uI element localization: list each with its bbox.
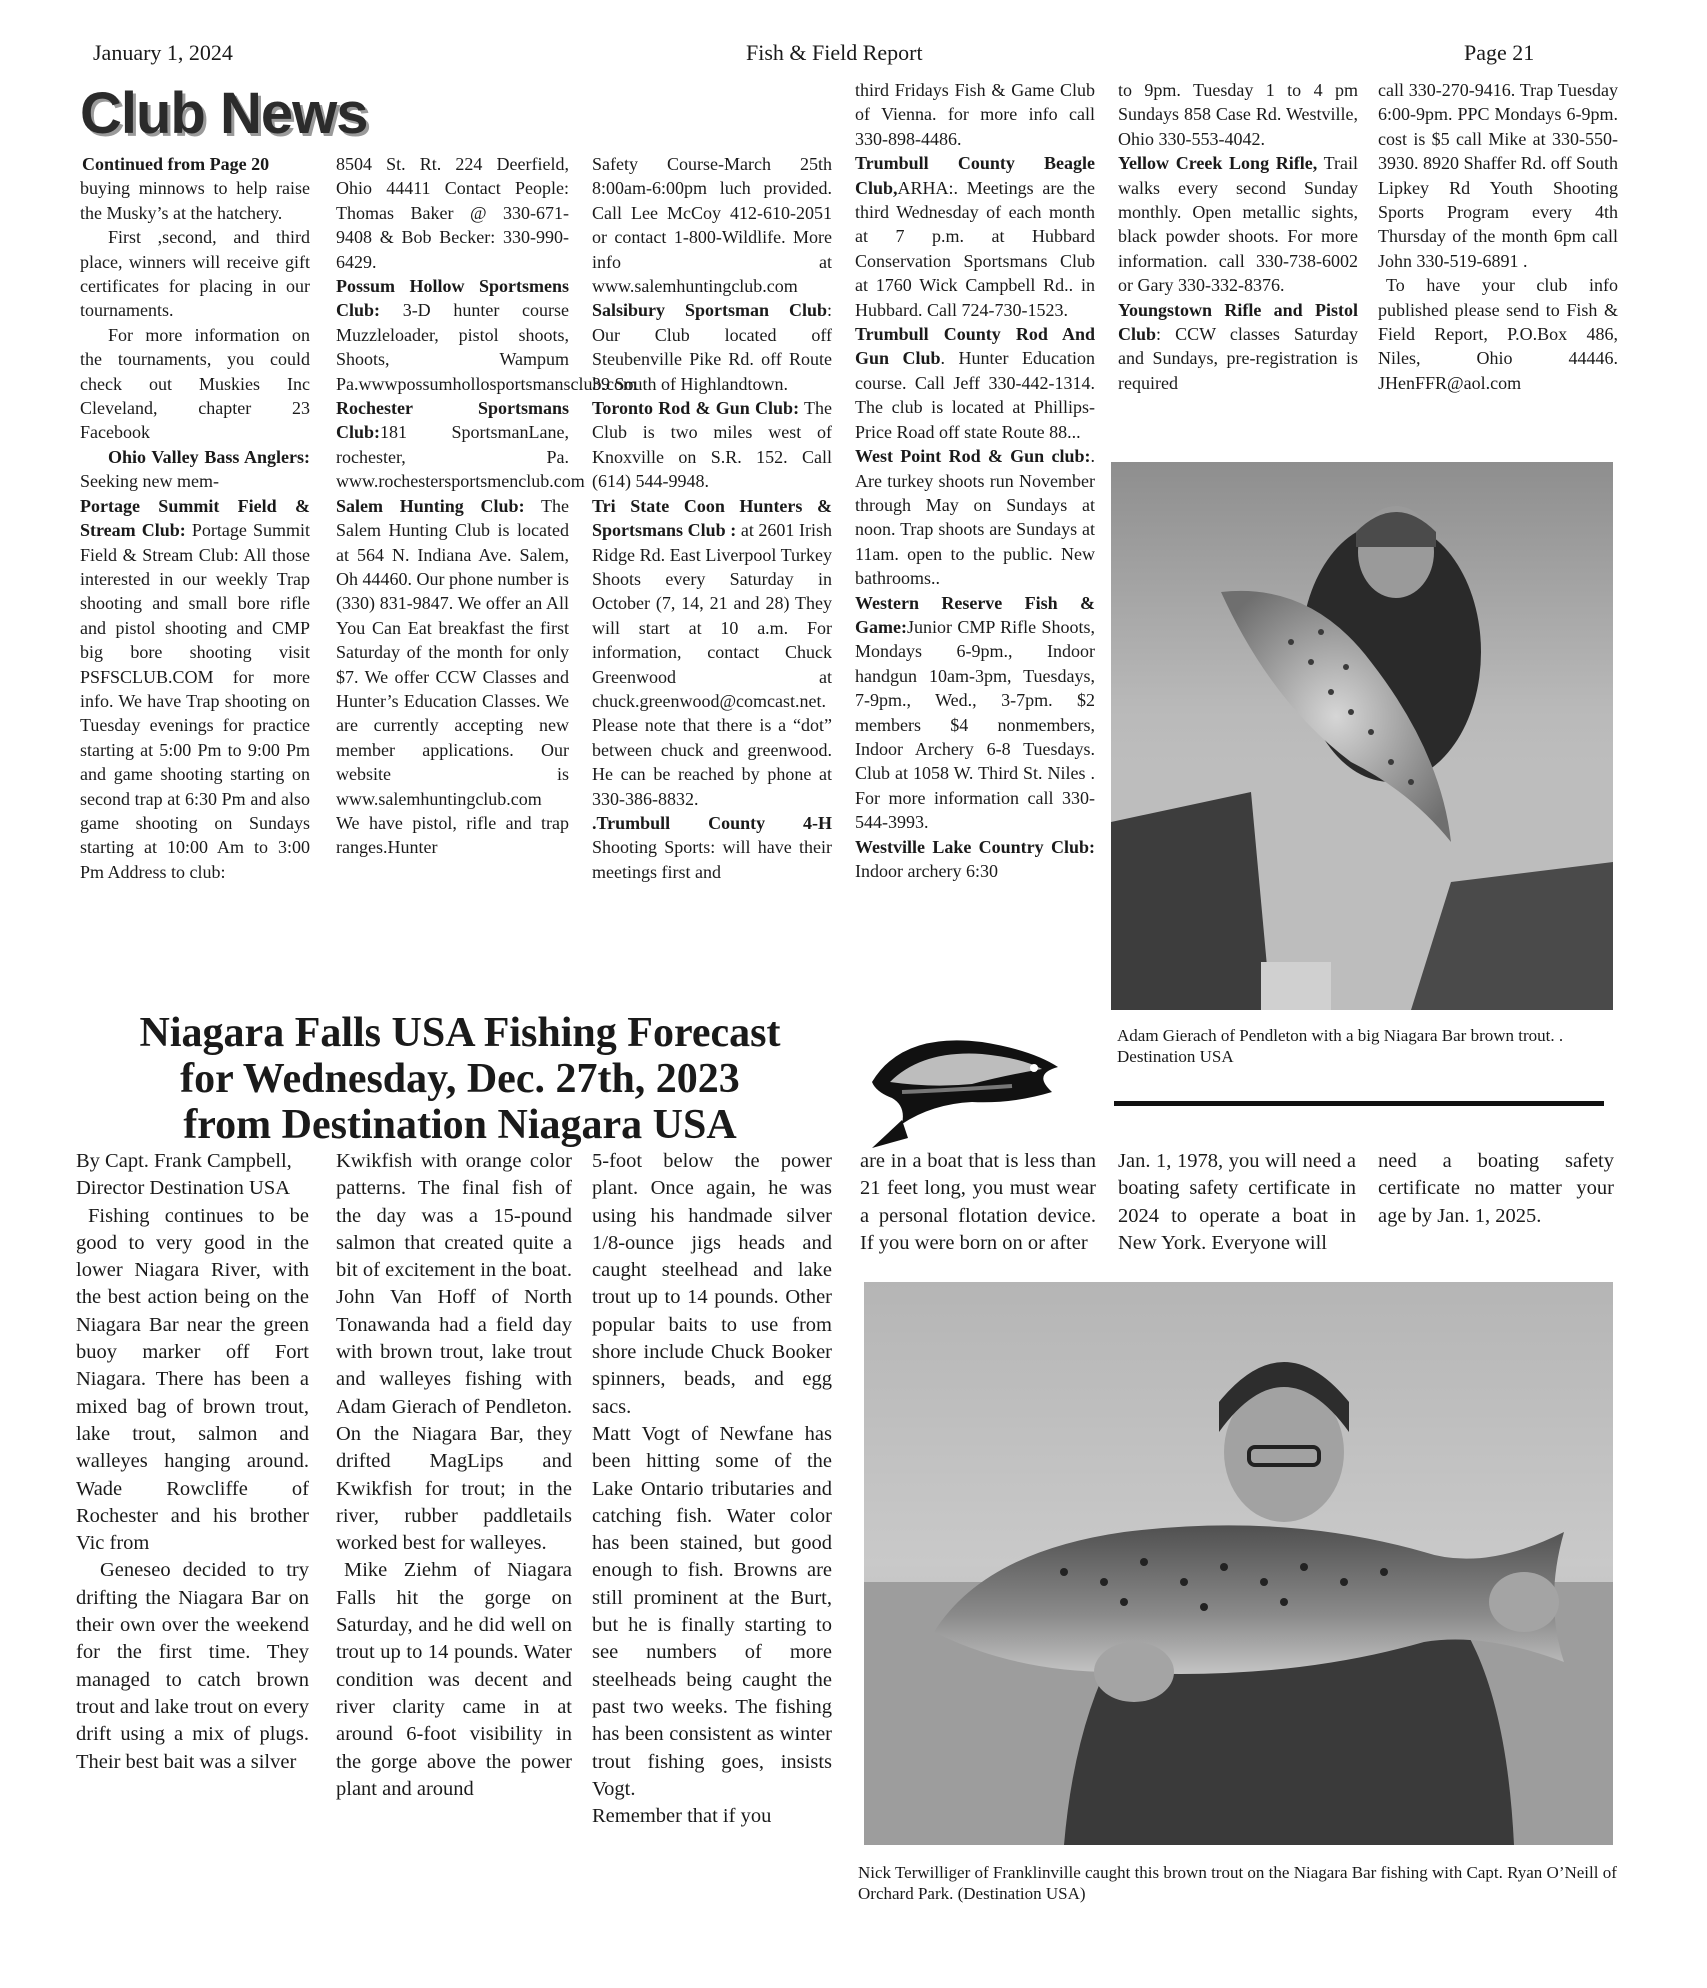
article-column-5	[1118, 1148, 1356, 1257]
article-column-1	[76, 1148, 309, 1776]
club-name: Western Reserve Fish & Game:	[855, 592, 1095, 637]
article-column-6	[1378, 1148, 1614, 1230]
club-text: Indoor archery 6:30	[855, 861, 998, 881]
club-text: : CCW classes Saturday and Sundays, pre-registration is required	[1118, 324, 1358, 393]
club-name: Salem Hunting Club:	[336, 495, 525, 516]
divider	[1114, 1101, 1604, 1106]
paragraph: 8504 St. Rt. 224 Deerfield, Ohio 44411 Contact People: Thomas Baker @ 330-671-9408 & Bob Becker: 330-990-6429.	[336, 154, 569, 272]
club-text: Junior CMP Rifle Shoots, Mondays 6-9pm., Indoor handgun 10am-3pm, Tuesdays, 7-9pm., Wed., 3-7pm. $2 members $4 nonmembers, Indoor Archery 6-8 Tuesdays. Club at 1058 W. Third St. Niles . For more information call 330-544-3993.	[855, 616, 1095, 833]
photo-image	[864, 1282, 1613, 1845]
club-name: Trumbull County Rod And Gun Club	[855, 324, 1095, 369]
paragraph: are in a boat that is less than 21 feet long, you must wear a personal flotation device. If you were born on or after	[860, 1150, 1096, 1254]
paragraph: need a boating safety certificate no matter your age by Jan. 1, 2025.	[1378, 1150, 1614, 1227]
headline-line: from Destination Niagara USA	[183, 1102, 737, 1148]
club-text: Shooting Sports: will have their meetings first and	[592, 837, 832, 882]
paragraph: Fishing continues to be good to very good in the lower Niagara River, with the best action being on the Niagara Bar near the green buoy marker off Fort Niagara. There has been a mixed bag of brown trout, lake trout, salmon and walleyes hanging around. Wade Rowcliffe of Rochester and his brother Vic from	[76, 1204, 309, 1555]
club-text: Portage Summit Field & Stream Club: All those interested in our weekly Trap shooting and small bore rifle and pistol shooting and CMP big bore shooting visit PSFSCLUB.COM for more info. We have Trap shooting on Tuesday evenings for practice starting at 5:00 Pm to 9:00 Pm and game shooting starting on second trap at 6:30 Pm and also game shooting on Sundays starting at 10:00 Am to 3:00 Pm Address to club:	[80, 520, 310, 882]
photo-caption: Adam Gierach of Pendleton with a big Niagara Bar brown trout. . Destination USA	[1117, 1026, 1564, 1066]
club-name: Portage Summit Field & Stream Club:	[80, 495, 310, 541]
paragraph: Remember that if you	[592, 1805, 772, 1828]
photo-adam-gierach	[1111, 462, 1613, 1010]
club-name: Rochester Sportsmans Club:	[336, 398, 569, 443]
paragraph: 5-foot below the power plant. Once again, he was using his handmade silver 1/8-ounce jigs heads and caught steelhead and lake trout up to 14 pounds. Other popular baits to use from shore include Chuck Booker spinners, beads, and egg sacs.	[592, 1150, 832, 1418]
club-name: Ohio Valley Bass Anglers:	[108, 446, 310, 467]
paragraph: For more information on the tournaments, you could check out Muskies Inc Cleveland, chapter 23 Facebook	[80, 324, 310, 443]
club-text: ARHA:. Meetings are the third Wednesday of each month at 7 p.m. at Hubbard Conservation Sportsmans Club at 1760 Wick Campbell Rd.. in Hubbard. Call 724-730-1523.	[855, 177, 1095, 320]
club-name: Yellow Creek Long Rifle,	[1118, 153, 1318, 174]
leaping-fish-icon	[862, 1012, 1068, 1152]
paragraph: to 9pm. Tuesday 1 to 4 pm Sundays 858 Case Rd. Westville, Ohio 330-553-4042.	[1118, 80, 1358, 149]
club-news-column-6	[1378, 78, 1618, 395]
photo-caption: Nick Terwilliger of Franklinville caught this brown trout on the Niagara Bar fishing with Capt. Ryan O’Neill of Orchard Park. (Destination USA)	[858, 1863, 1617, 1903]
club-text: . Are turkey shoots run November through May on Sundays at noon. Trap shoots are Sundays at 11am. open to the public. New bathrooms..	[855, 446, 1095, 589]
club-text: The Club is two miles west of Knoxville on S.R. 152. Call (614) 544-9948.	[592, 398, 832, 492]
club-text: The Salem Hunting Club is located at 564 N. Indiana Ave. Salem, Oh 44460. Our phone number is (330) 831-9847. We offer an All You Can Eat breakfast the first Saturday of the month for only $7. We offer CCW Classes and Hunter’s Education Classes. We are currently accepting new member applications. Our website is www.salemhuntingclub.com We have pistol, rifle and trap ranges.Hunter	[336, 495, 569, 858]
club-news-column-5	[1118, 78, 1358, 395]
paragraph: buying minnows to help raise the Musky’s at the hatchery.	[80, 178, 310, 223]
paragraph: Jan. 1, 1978, you will need a boating safety certificate in 2024 to operate a boat in New York. Everyone will	[1118, 1150, 1356, 1254]
continued-note: Continued from Page 20	[82, 154, 270, 174]
article-column-2	[336, 1148, 572, 1803]
photo-nick-terwilliger	[864, 1282, 1613, 1845]
club-text: 3-D hunter course Muzzleloader, pistol shoots, Shoots, Wampum Pa.wwwpossumhollosportsmansclub.com	[336, 300, 637, 394]
paragraph: First ,second, and third place, winners will receive gift certificates for placing in our tournaments.	[80, 227, 310, 321]
club-text: Seeking new mem-	[80, 471, 219, 492]
paragraph: third Fridays Fish & Game Club of Vienna. for more info call 330-898-4486.	[855, 80, 1095, 149]
publication-name: Fish & Field Report	[746, 40, 923, 65]
paragraph: call 330-270-9416. Trap Tuesday 6:00-9pm. PPC Mondays 6-9pm. cost is $5 call Mike at 330-550-3930. 8920 Shaffer Rd. off South Lipkey Rd Youth Shooting Sports Program every 4th Thursday of the month 6pm call John 330-519-6891 .	[1378, 80, 1618, 271]
headline-line: for Wednesday, Dec. 27th, 2023	[180, 1056, 740, 1102]
club-name: Trumbull County Beagle Club,	[855, 153, 1095, 198]
article-column-3	[592, 1148, 832, 1830]
paragraph: Kwikfish with orange color patterns. The final fish of the day was a 15-pound salmon that created quite a bit of excitement in the boat. John Van Hoff of North Tonawanda had a field day with brown trout, lake trout and walleyes fishing with Adam Gierach of Pendleton. On the Niagara Bar, they drifted MagLips and Kwikfish for trout; in the river, rubber paddletails worked best for walleyes.	[336, 1150, 572, 1555]
article-column-4	[860, 1148, 1096, 1257]
club-news-column-1	[80, 152, 310, 884]
headline-line: Niagara Falls USA Fishing Forecast	[139, 1010, 781, 1056]
club-news-column-3	[592, 152, 832, 884]
club-text: at 2601 Irish Ridge Rd. East Liverpool Turkey Shoots every Saturday in October (7, 14, 21 and 28) They will start at 10 a.m. For information, contact Chuck Greenwood at chuck.greenwood@comcast.net. Please note that there is a “dot” between chuck and greenwood. He can be reached by phone at 330-386-8832.	[592, 520, 832, 809]
club-text: Trail walks every second Sunday monthly. Open metallic sights, black powder shoots. For more information. call 330-738-6002 or Gary 330-332-8376.	[1118, 153, 1358, 296]
club-name: Westville Lake Country Club:	[855, 836, 1095, 857]
paragraph: To have your club info published please send to Fish & Field Report, P.O.Box 486, Niles, Ohio 44446. JHenFFR@aol.com	[1378, 275, 1618, 393]
club-name: West Point Rod & Gun club:	[855, 446, 1091, 467]
club-text: . Hunter Education course. Call Jeff 330-442-1314. The club is located at Phillips-Price Road off state Route 88...	[855, 348, 1095, 442]
club-name: Possum Hollow Sportsmens Club:	[336, 276, 569, 321]
section-title: Club News	[80, 81, 368, 146]
article-headline	[80, 1010, 840, 1148]
club-news-column-4	[855, 78, 1095, 883]
paragraph: Geneseo decided to try drifting the Niagara Bar on their own over the weekend for the first time. They managed to catch brown trout and lake trout on every drift using a mix of plugs. Their best bait was a silver	[76, 1559, 309, 1773]
byline: By Capt. Frank Campbell, Director Destination USA	[76, 1150, 292, 1200]
page-number: Page 21	[1464, 40, 1535, 65]
club-name: .Trumbull County 4-H	[592, 812, 832, 833]
issue-date: January 1, 2024	[93, 40, 233, 65]
paragraph: Mike Ziehm of Niagara Falls hit the gorge on Saturday, and he did well on trout up to 14 pounds. Water condition was decent and river clarity came in at around 6-foot visibility in the gorge above the power plant and around	[336, 1559, 572, 1800]
club-name: Toronto Rod & Gun Club:	[592, 398, 800, 419]
club-text: 181 SportsmanLane, rochester, Pa. www.rochestersportsmenclub.com	[336, 422, 585, 492]
photo-image	[1111, 462, 1613, 1010]
club-name: Salsibury Sportsman Club	[592, 300, 827, 321]
club-text: : Our Club located off Steubenville Pike Rd. off Route 39 South of Highlandtown.	[592, 300, 832, 394]
paragraph: Safety Course-March 25th 8:00am-6:00pm luch provided. Call Lee McCoy 412-610-2051 or contact 1-800-Wildlife. More info at www.salemhuntingclub.com	[592, 154, 832, 297]
club-name: Youngstown Rifle and Pistol Club	[1118, 299, 1358, 345]
club-news-column-2	[336, 152, 637, 860]
paragraph: Matt Vogt of Newfane has been hitting some of the Lake Ontario tributaries and catching fish. Water color has been stained, but good enough to fish. Browns are still prominent at the Burt, but he is finally starting to see numbers of more steelheads being caught the past two weeks. The fishing has been consistent as winter trout fishing goes, insists Vogt.	[592, 1422, 832, 1800]
club-name: Tri State Coon Hunters & Sportsmans Club :	[592, 495, 832, 541]
